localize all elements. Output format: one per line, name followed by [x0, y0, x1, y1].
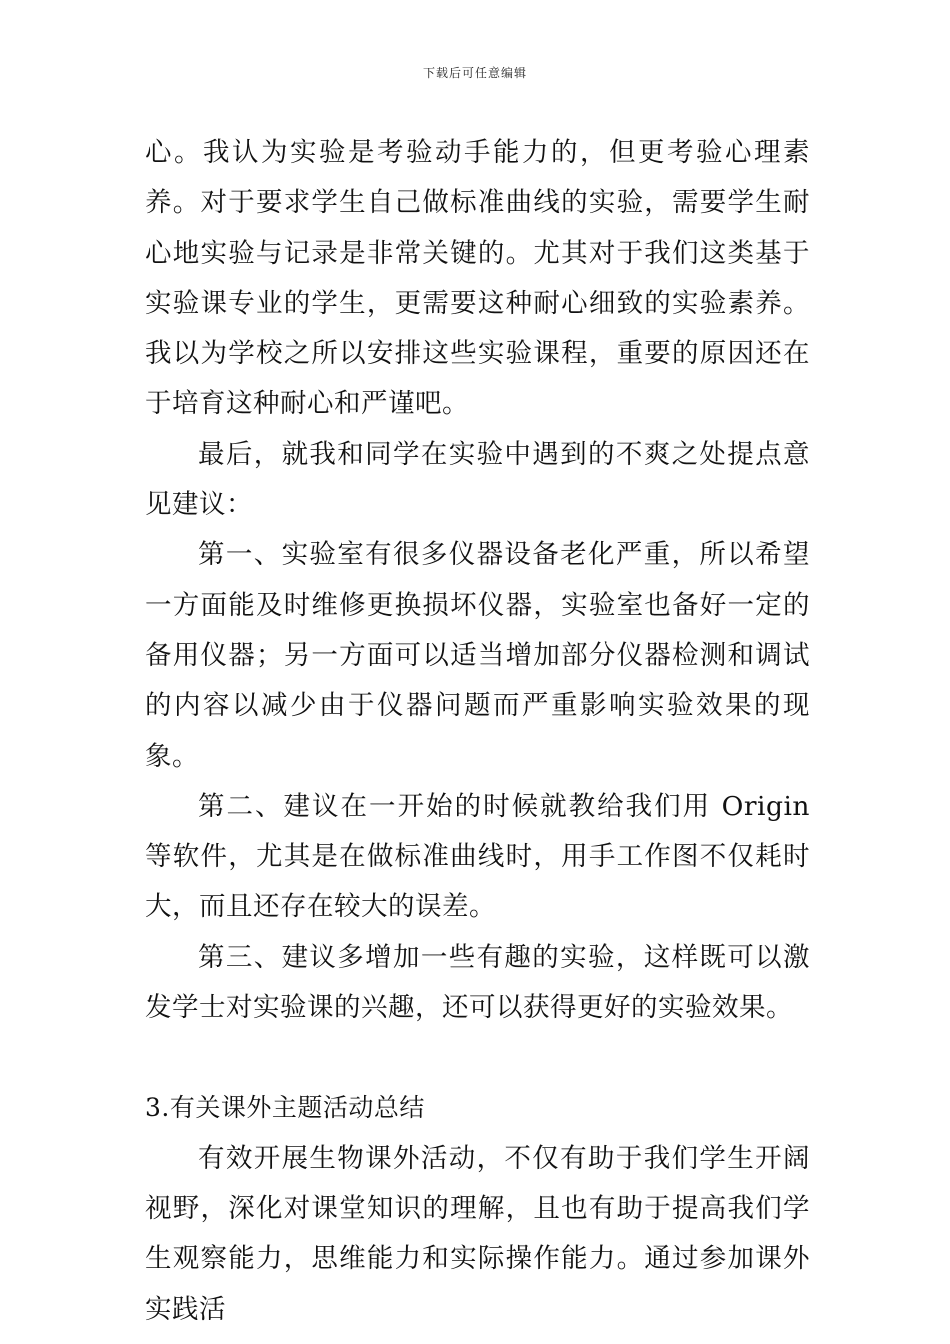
page-header: 下载后可任意编辑 [422, 66, 527, 80]
paragraph-suggestion-two: 第二、建议在一开始的时候就教给我们用 Origin 等软件，尤其是在做标准曲线时，用手工作图不仅耗时大，而且还存在较大的误差。 [145, 790, 810, 923]
section-spacer [145, 1033, 810, 1083]
paragraph-suggestions-intro: 最后，就我和同学在实验中遇到的不爽之处提点意见建议： [145, 438, 810, 521]
paragraph-suggestion-three: 第三、建议多增加一些有趣的实验，这样既可以激发学士对实验课的兴趣，还可以获得更好的实验效果。 [145, 941, 810, 1024]
paragraph-suggestion-one: 第一、实验室有很多仪器设备老化严重，所以希望一方面能及时维修更换损坏仪器，实验室也备好一定的备用仪器；另一方面可以适当增加部分仪器检测和调试的内容以减少由于仪器问题而严重影响实验效果的现象。 [145, 539, 810, 772]
paragraph-activities: 有效开展生物课外活动，不仅有助于我们学生开阔视野，深化对课堂知识的理解，且也有助于提高我们学生观察能力，思维能力和实际操作能力。通过参加课外实践活 [145, 1142, 810, 1325]
section-heading: 3.有关课外主题活动总结 [145, 1093, 425, 1123]
document-body [145, 128, 810, 1335]
paragraph-continuation: 心。我认为实验是考验动手能力的，但更考验心理素养。对于要求学生自己做标准曲线的实验，需要学生耐心地实验与记录是非常关键的。尤其对于我们这类基于实验课专业的学生，更需要这种耐心细致的实验素养。我以为学校之所以安排这些实验课程，重要的原因还在于培育这种耐心和严谨吧。 [145, 137, 810, 420]
